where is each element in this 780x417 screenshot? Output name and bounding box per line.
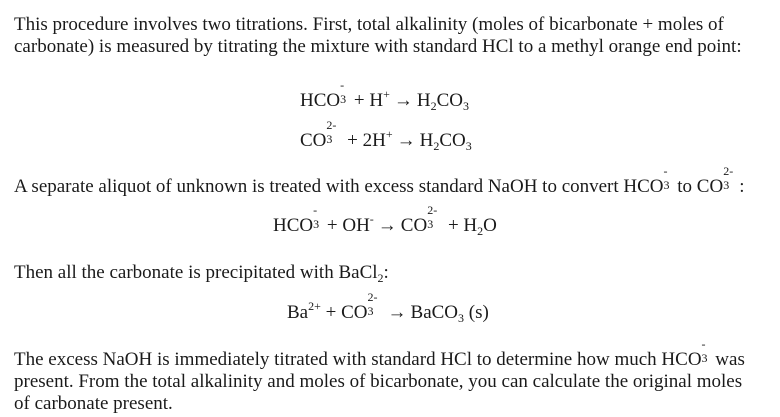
eq2-r1-scripts bbox=[326, 118, 342, 146]
equation-1 bbox=[300, 78, 469, 113]
eq4-r2-scripts bbox=[367, 290, 384, 318]
eq1-reactant-2: H bbox=[369, 90, 384, 111]
precip-line bbox=[14, 262, 389, 284]
aliquot-co3-scripts bbox=[723, 164, 739, 192]
eq2-r1-subscript: 3 bbox=[326, 132, 333, 146]
eq1-product-sub1: 2 bbox=[430, 99, 437, 113]
eq3-r1-scripts bbox=[313, 203, 322, 231]
eq4-r2-subscript: 3 bbox=[367, 304, 374, 318]
precip-text-end: : bbox=[383, 262, 389, 283]
final-hco3-scripts bbox=[701, 337, 711, 365]
eq2-product-sub2: 3 bbox=[465, 139, 472, 153]
eq1-reactant-1: HCO bbox=[300, 90, 341, 111]
eq3-reactant-2: OH bbox=[342, 215, 370, 236]
final-line-1 bbox=[14, 337, 745, 371]
eq4-product: BaCO bbox=[410, 302, 459, 323]
eq3-p1-scripts bbox=[427, 203, 443, 231]
eq1-product-h: H bbox=[416, 90, 431, 111]
aliquot-co3-subscript: 3 bbox=[723, 178, 730, 192]
aliquot-text-prefix: A separate aliquot of unknown is treated with excess standard NaOH to convert HCO bbox=[14, 176, 664, 197]
final-hco3-subscript: 3 bbox=[701, 351, 708, 365]
eq2-plus: + 2 bbox=[342, 130, 373, 151]
eq4-product-state: (s) bbox=[464, 302, 489, 323]
eq2-arrow: → bbox=[396, 130, 416, 151]
eq3-plus: + bbox=[322, 215, 343, 236]
aliquot-line bbox=[14, 164, 745, 198]
eq4-r1-charge: 2+ bbox=[308, 299, 321, 313]
eq3-r2-charge: - bbox=[369, 212, 374, 226]
aliquot-text-end: : bbox=[739, 176, 745, 197]
aliquot-text-mid: to CO bbox=[672, 176, 724, 197]
intro-line-2: carbonate) is measured by titrating the mixture with standard HCl to a methyl orange end point: bbox=[14, 36, 742, 57]
aliquot-co3-charge: 2- bbox=[723, 164, 734, 178]
aliquot-hco3-subscript: 3 bbox=[663, 178, 670, 192]
eq2-product-co: CO bbox=[439, 130, 466, 151]
eq3-p1-charge: 2- bbox=[427, 203, 438, 217]
aliquot-hco3-scripts bbox=[663, 164, 673, 192]
eq3-product-1: CO bbox=[400, 215, 428, 236]
eq2-product-sub1: 2 bbox=[433, 139, 440, 153]
eq4-reactant-2: CO bbox=[341, 302, 368, 323]
final-line-2: present. From the total alkalinity and moles of bicarbonate, you can calculate the original moles bbox=[14, 371, 743, 392]
eq4-plus: + bbox=[320, 302, 342, 323]
eq1-product-sub2: 3 bbox=[463, 99, 469, 113]
eq3-p1-subscript: 3 bbox=[427, 217, 434, 231]
eq3-r1-subscript: 3 bbox=[313, 217, 320, 231]
eq1-arrow: → bbox=[393, 90, 413, 111]
eq1-r1-subscript: 3 bbox=[340, 92, 347, 106]
aliquot-hco3-charge: - bbox=[663, 164, 668, 178]
final-text-end: was bbox=[710, 349, 745, 370]
eq1-r2-charge: + bbox=[383, 87, 390, 101]
equation-3 bbox=[273, 203, 497, 238]
eq3-product-2-h: H bbox=[463, 215, 478, 236]
eq4-r2-charge: 2- bbox=[367, 290, 378, 304]
precip-text: Then all the carbonate is precipitated with BaCl bbox=[14, 262, 378, 283]
eq1-product-co: CO bbox=[436, 90, 463, 111]
eq2-product-h: H bbox=[419, 130, 434, 151]
eq3-product-2-o: O bbox=[483, 215, 497, 236]
eq1-r1-scripts bbox=[340, 78, 349, 106]
eq1-plus: + bbox=[349, 90, 370, 111]
intro-line-1: This procedure involves two titrations. First, total alkalinity (moles of bicarbonate + moles of bbox=[14, 14, 724, 35]
eq3-r1-charge: - bbox=[313, 203, 318, 217]
eq2-reactant-1: CO bbox=[300, 130, 327, 151]
equation-4 bbox=[287, 290, 489, 325]
eq1-r1-charge: - bbox=[340, 78, 345, 92]
equation-2 bbox=[300, 118, 472, 153]
eq3-plus-2: + bbox=[443, 215, 464, 236]
eq2-r2-charge: + bbox=[385, 127, 393, 141]
eq4-product-subscript: 3 bbox=[458, 311, 465, 325]
precip-bacl2-subscript: 2 bbox=[377, 271, 384, 285]
eq3-product-2-sub: 2 bbox=[477, 224, 484, 238]
eq3-reactant-1: HCO bbox=[273, 215, 314, 236]
eq4-arrow: → bbox=[387, 302, 407, 323]
eq2-r1-charge: 2- bbox=[326, 118, 337, 132]
eq2-reactant-2: H bbox=[372, 130, 386, 151]
final-hco3-charge: - bbox=[701, 337, 706, 351]
final-line-3: of carbonate present. bbox=[14, 393, 173, 414]
final-text-prefix: The excess NaOH is immediately titrated with standard HCl to determine how much HCO bbox=[14, 349, 702, 370]
eq4-reactant-1: Ba bbox=[287, 302, 309, 323]
eq3-arrow: → bbox=[377, 215, 397, 236]
